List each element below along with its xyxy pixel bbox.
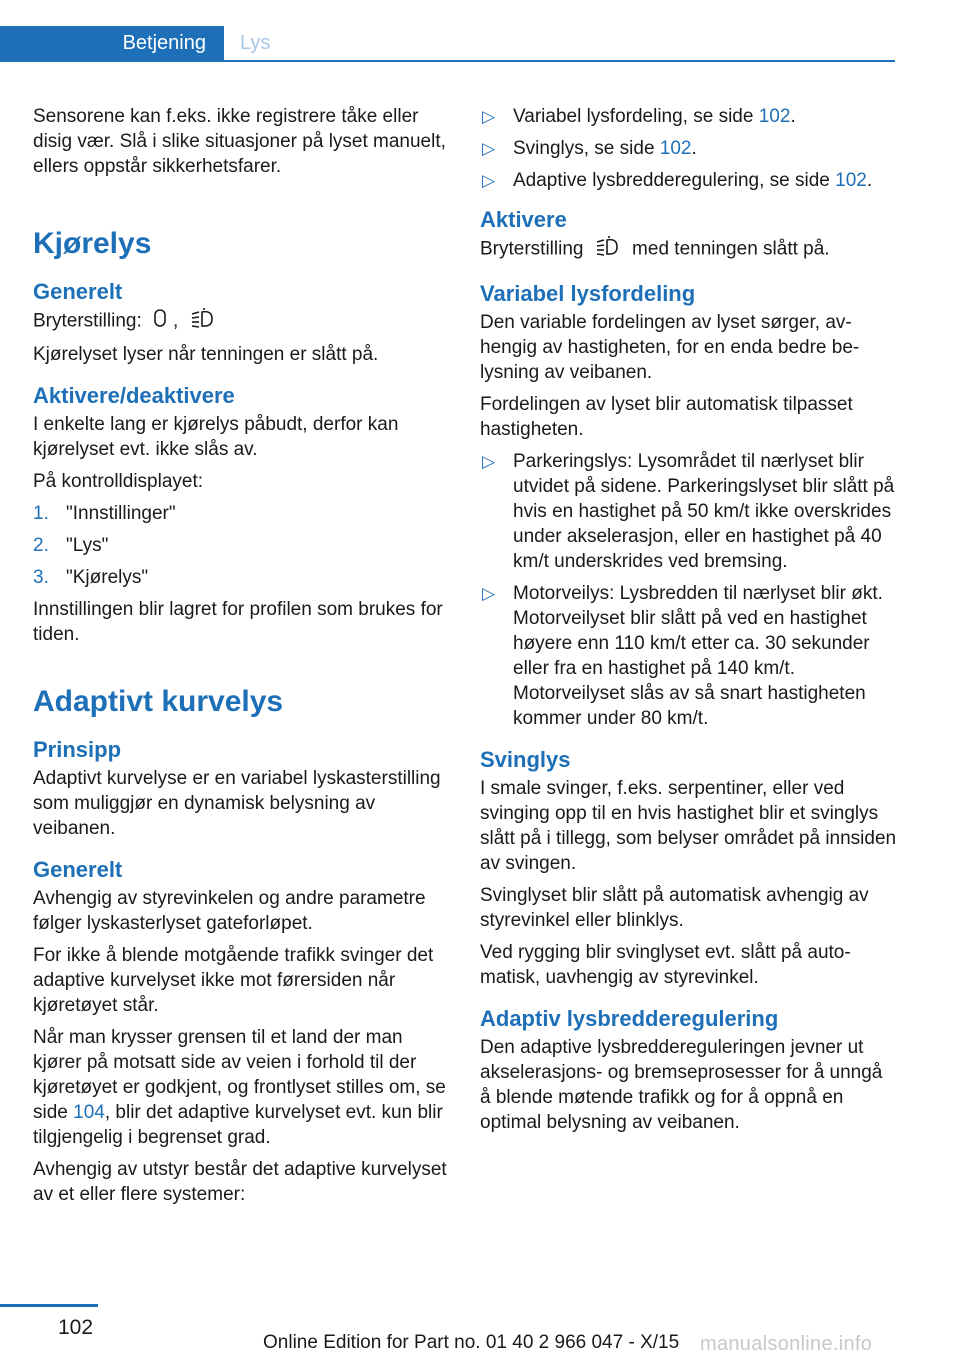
heading-adaptivt-kurvelys: Adaptivt kurvelys (33, 685, 284, 718)
triangle-bullet-icon: ▷ (482, 139, 496, 158)
heading-aktivere: Aktivere (480, 207, 567, 232)
triangle-bullet-icon: ▷ (482, 171, 496, 190)
right-column (480, 104, 898, 1142)
page-link-104[interactable]: 104 (73, 1102, 105, 1123)
generelt2-p3: Når man krysser grensen til et land der man kjører på motsatt side av veien i forhold til der kjøretøyet er godkjent, og frontlyset stilles om, se side 104, blir det adaptive kurvelyset evt. kun blir tilgjengelig i begrenset grad. (33, 1027, 446, 1148)
heading-generelt: Generelt (33, 279, 123, 304)
list-item: ▷ Parkeringslys: Lysområdet til nærlyset blir utvidet på sidene. Parkeringslyset blir slått på hvis en hastighet på 50 km/t ikke overskrides under akselerasjon, eller en hastighet på 40 km/t underskrides ved bremsing. (482, 451, 895, 572)
heading-adaptiv-lysbredderegulering: Adaptiv lysbredderegulering (480, 1006, 779, 1031)
header-bar (0, 26, 895, 62)
steps-list (33, 501, 451, 590)
generelt2-p1: Avhengig av styrevinkelen og andre parametre følger lyskasterlyset gateforløpet. (33, 888, 426, 934)
kontrolldisplay-text: På kontrolldisplayet: (33, 471, 204, 492)
svinglys-p3: Ved rygging blir svinglyset evt. slått på automatisk, uavhengig av styrevinkel. (480, 942, 851, 988)
page-link-102[interactable]: 102 (659, 138, 692, 159)
page-number: 102 (58, 1316, 94, 1339)
watermark: manualsonline.info (700, 1333, 873, 1355)
bryterstilling-line: Bryterstilling: , (33, 308, 451, 335)
innstilling-lagret-text: Innstillingen blir lagret for profilen som brukes for tiden. (33, 599, 443, 645)
generelt2-p4: Avhengig av utstyr består det adaptive kurvelyset av et eller flere systemer: (33, 1159, 447, 1205)
light-switch-off-icon (153, 308, 167, 335)
header-rule (0, 60, 895, 62)
kjorelys-on-text: Kjørelyset lyser når tenningen er slått på. (33, 344, 379, 365)
svinglys-p1: I smale svinger, f.eks. serpentiner, eller ved svinging opp til en hvis hastighet blir et svinglys slått på i tillegg, som belyser området på innsiden av svingen. (480, 778, 897, 874)
intro-text: Sensorene kan f.eks. ikke registrere tåke eller disig vær. Slå i slike situasjoner på lyset manuelt, ellers oppstår sikkerhetsfarer. (33, 106, 446, 177)
tab-lys[interactable]: Lys (240, 31, 271, 54)
heading-generelt-2: Generelt (33, 857, 123, 882)
adaptiv-p1: Den adaptive lysbreddereguleringen jevner ut akselerasjons- og bremseprosesser for å unngå å blende møtende trafikk og for å oppnå en optimal belysning av veibanen. (480, 1037, 883, 1133)
aktivere-text: I enkelte lang er kjørelys påbudt, derfor kan kjørelyset evt. ikke slås av. (33, 414, 399, 460)
variabel-p1: Den variable fordelingen av lyset sørger, avhengig av hastigheten, for en enda bedre belysning av veibanen. (480, 312, 860, 383)
list-item: 3. "Kjørelys" (33, 567, 149, 588)
prinsipp-text: Adaptivt kurvelyse er en variabel lyskasterstilling som muliggjør en dynamisk belysning av veibanen. (33, 768, 441, 839)
list-item: 1. "Innstillinger" (33, 503, 176, 524)
heading-variabel-lysfordeling: Variabel lysfordeling (480, 281, 696, 306)
systems-list (480, 104, 898, 193)
page-link-102[interactable]: 102 (835, 170, 867, 191)
list-item: ▷ Adaptive lysbredderegulering, se side 102. (482, 170, 873, 191)
daytime-running-light-icon (595, 236, 621, 263)
heading-aktivere-deaktivere: Aktivere/deaktivere (33, 383, 235, 408)
daytime-running-light-icon (190, 308, 216, 335)
footer-rule (0, 1304, 98, 1307)
list-item: ▷ Variabel lysfordeling, se side 102. (482, 106, 796, 127)
aktivere-line: Bryterstilling med tenningen slått på. (480, 236, 898, 263)
variabel-p2: Fordelingen av lyset blir automatisk tilpasset hastigheten. (480, 394, 853, 440)
left-column (33, 104, 451, 1214)
list-item: ▷ Motorveilys: Lysbredden til nærlyset blir økt. Motorveilyset blir slått på ved en hastighet høyere enn 110 km/t etter ca. 30 sekunder eller fra en hastighet på 140 km/t. Motorveilyset slås av så snart hastigheten kommer under 80 km/t. (482, 583, 883, 729)
triangle-bullet-icon: ▷ (482, 584, 496, 603)
list-item: 2. "Lys" (33, 535, 109, 556)
triangle-bullet-icon: ▷ (482, 452, 496, 471)
page-link-102[interactable]: 102 (758, 106, 791, 127)
svinglys-p2: Svinglyset blir slått på automatisk avhengig av styrevinkel eller blinklys. (480, 885, 869, 931)
list-item: ▷ Svinglys, se side 102. (482, 138, 697, 159)
heading-svinglys: Svinglys (480, 747, 571, 772)
variabel-list (480, 449, 898, 731)
heading-prinsipp: Prinsipp (33, 737, 122, 762)
tab-betjening[interactable]: Betjening (0, 26, 224, 60)
triangle-bullet-icon: ▷ (482, 107, 496, 126)
edition-text: Online Edition for Part no. 01 40 2 966 047 - X/15 (263, 1332, 680, 1353)
generelt2-p2: For ikke å blende motgående trafikk svinger det adaptive kurvelyset ikke mot førersiden når kjøretøyet står. (33, 945, 434, 1016)
heading-kjorelys: Kjørelys (33, 227, 152, 260)
